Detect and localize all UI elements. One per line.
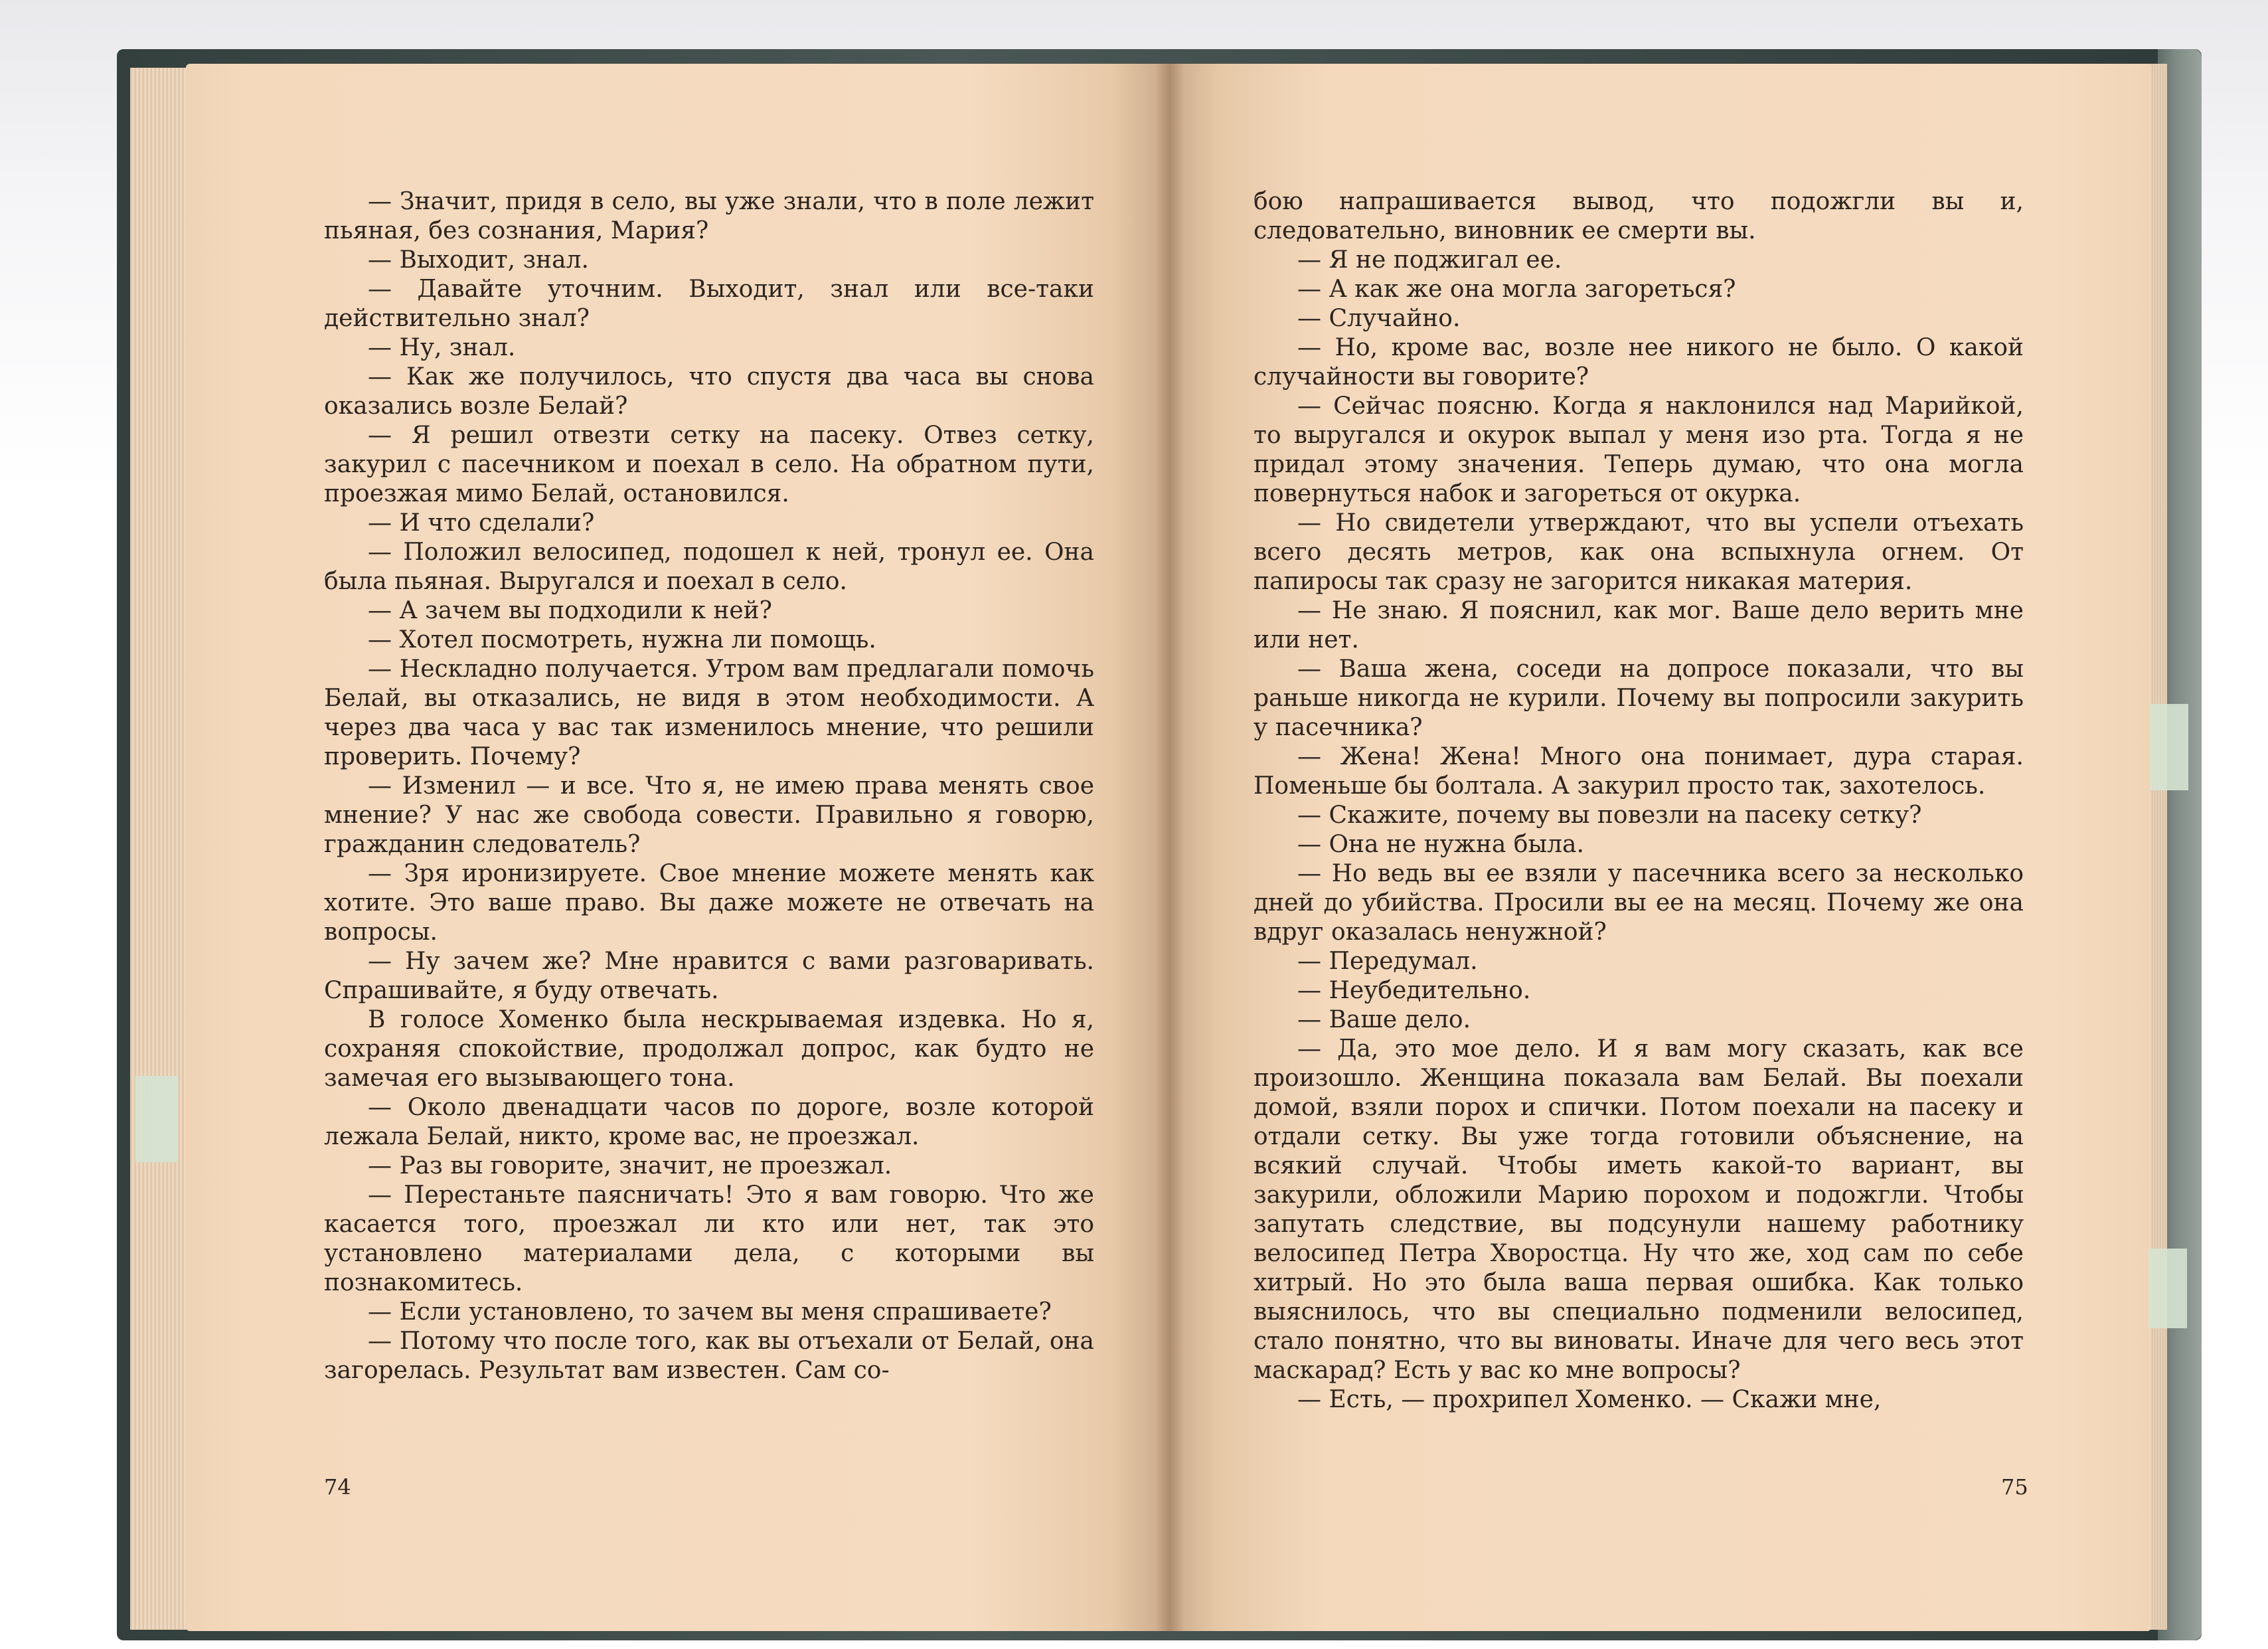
paragraph: — Но, кроме вас, возле нее никого не было. О какой случайности вы говорите? (1254, 334, 2024, 391)
paragraph: — Ну зачем же? Мне нравится с вами разговаривать. Спрашивайте, я буду отвечать. (324, 948, 1094, 1004)
paragraph: — Я решил отвезти сетку на пасеку. Отвез сетку, закурил с пасечником и поехал в село. На обратном пути, проезжая мимо Белай, остановился. (324, 422, 1094, 507)
paragraph: — Случайно. (1297, 305, 1461, 332)
paragraph: — Положил велосипед, подошел к ней, тронул ее. Она была пьяная. Выругался и поехал в село. (324, 539, 1094, 595)
paragraph: — Если установлено, то зачем вы меня спрашиваете? (368, 1298, 1052, 1326)
paragraph: — Есть, — прохрипел Хоменко. — Скажи мне, (1297, 1386, 1882, 1413)
paragraph: бою напрашивается вывод, что подожгли вы и, следовательно, виновник ее смерти вы. (1254, 188, 2024, 244)
paragraph: — Перестаньте паясничать! Это я вам говорю. Что же касается того, проезжал ли кто или нет, так это установлено материалами дела, с которыми вы познакомитесь. (324, 1181, 1094, 1296)
paragraph: — Ваше дело. (1297, 1006, 1471, 1033)
paragraph: — Не знаю. Я пояснил, как мог. Ваше дело верить мне или нет. (1254, 597, 2024, 653)
paragraph: — А зачем вы подходили к ней? (368, 597, 772, 624)
paragraph: — Около двенадцати часов по дороге, возле которой лежала Белай, никто, кроме вас, не проезжал. (324, 1094, 1094, 1150)
left-page-text (324, 187, 1094, 1385)
paragraph: В голосе Хоменко была нескрываемая издевка. Но я, сохраняя спокойствие, продолжал допрос, как будто не замечая его вызывающего тона. (324, 1006, 1094, 1092)
paragraph: — Ваша жена, соседи на допросе показали, что вы раньше никогда не курили. Почему вы попросили закурить у пасечника? (1254, 655, 2024, 741)
paragraph: — Но свидетели утверждают, что вы успели отъехать всего десять метров, как она вспыхнула огнем. От папиросы так сразу не загорится никакая материя. (1254, 509, 2024, 595)
sticky-tab-right-lower (2148, 1249, 2187, 1328)
paragraph: — Как же получилось, что спустя два часа вы снова оказались возле Белай? (324, 363, 1094, 420)
page-edges-left (130, 68, 191, 1630)
paragraph: — Сейчас поясню. Когда я наклонился над Марийкой, то выругался и окурок выпал у меня изо рта. Тогда я не придал этому значения. Теперь думаю, что она могла повернуться набок и загореться от окурка. (1254, 392, 2024, 507)
paragraph: — Неубедительно. (1297, 977, 1531, 1004)
paragraph: — Жена! Жена! Много она понимает, дура старая. Поменьше бы болтала. А закурил просто так, захотелось. (1254, 743, 2024, 800)
paragraph: — Потому что после того, как вы отъехали от Белай, она загорелась. Результат вам известен. Сам со- (324, 1328, 1094, 1384)
paragraph: — Зря иронизируете. Свое мнение можете менять как хотите. Это ваше право. Вы даже можете не отвечать на вопросы. (324, 860, 1094, 946)
paragraph: — Скажите, почему вы повезли на пасеку сетку? (1297, 802, 1922, 829)
paragraph: — Она не нужна была. (1297, 831, 1584, 858)
paragraph: — Значит, придя в село, вы уже знали, что в поле лежит пьяная, без сознания, Мария? (324, 188, 1094, 244)
paragraph: — Давайте уточним. Выходит, знал или все-таки действительно знал? (324, 276, 1094, 332)
paragraph: — Я не поджигал ее. (1297, 246, 1562, 274)
paragraph: — Передумал. (1297, 948, 1478, 975)
paragraph: — Выходит, знал. (368, 246, 589, 274)
paragraph: — Но ведь вы ее взяли у пасечника всего за несколько дней до убийства. Просили вы ее на месяц. Почему же она вдруг оказалась ненужной? (1254, 860, 2024, 946)
paragraph: — Нескладно получается. Утром вам предлагали помочь Белай, вы отказались, не видя в этом необходимости. А через два часа у вас так изменилось мнение, что решили проверить. Почему? (324, 655, 1094, 770)
paragraph: — Да, это мое дело. И я вам могу сказать, как все произошло. Женщина показала вам Белай. Вы поехали домой, взяли порох и спички. Потом поехали на пасеку и отдали сетку. Вы уже тогда готовили объяснение, на всякий случай. Чтобы иметь какой-то вариант, вы закурили, обложили Марию порохом и подожгли. Чтобы запутать следствие, вы подсунули нашему работнику велосипед Петра Хворостца. Ну что же, ход сам по себе хитрый. Но это была ваша первая ошибка. Как только выяснилось, что вы специально подменили велосипед, стало понятно, что вы виноваты. Иначе для чего весь этот маскарад? Есть у вас ко мне вопросы? (1254, 1035, 2024, 1384)
sticky-tab-left (135, 1076, 178, 1162)
paragraph: — А как же она могла загореться? (1297, 276, 1736, 303)
paragraph: — Изменил — и все. Что я, не имею права менять свое мнение? У нас же свобода совести. Правильно я говорю, гражданин следователь? (324, 772, 1094, 858)
paragraph: — Хотел посмотреть, нужна ли помощь. (368, 626, 876, 653)
paragraph: — Ну, знал. (368, 334, 516, 361)
sticky-tab-right-upper (2150, 704, 2188, 790)
paragraph: — И что сделали? (368, 509, 595, 537)
paragraph: — Раз вы говорите, значит, не проезжал. (368, 1152, 892, 1179)
right-page-number: 75 (2001, 1474, 2028, 1500)
left-page-number: 74 (324, 1474, 351, 1500)
right-page-text (1254, 187, 2024, 1415)
book-gutter (1155, 64, 1184, 1631)
